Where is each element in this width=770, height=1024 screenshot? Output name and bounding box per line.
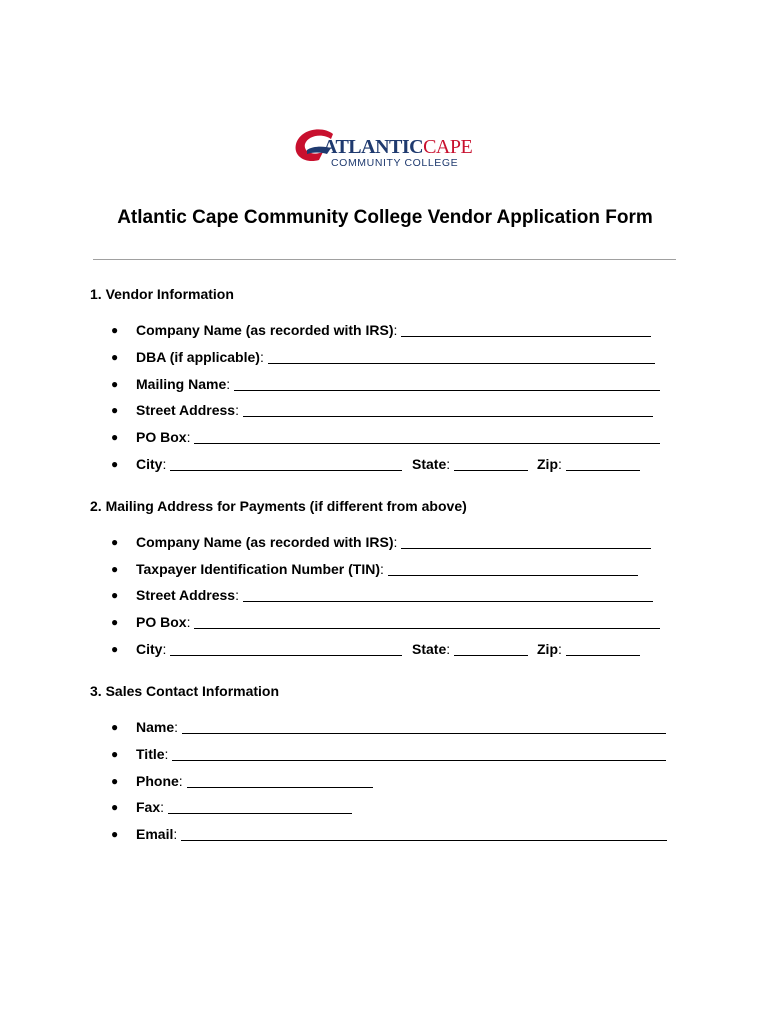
contact-fax-input-line[interactable] <box>168 800 352 814</box>
contact-name-input-line[interactable] <box>182 720 666 734</box>
bullet: ● <box>111 457 119 471</box>
city-segment: City : <box>136 640 402 658</box>
logo-subtitle: COMMUNITY COLLEGE <box>331 157 459 169</box>
field-segment: PO Box : <box>136 428 660 446</box>
field-segment: Company Name (as recorded with IRS) : <box>136 533 651 551</box>
bullet: ● <box>111 323 119 337</box>
field-email <box>0 825 770 843</box>
zip-segment: Zip : <box>537 640 640 658</box>
zip-input-line[interactable] <box>566 457 640 471</box>
city-segment: City : <box>136 455 402 473</box>
field-street-address <box>0 586 770 604</box>
dba-input-line[interactable] <box>268 350 655 364</box>
field-segment: DBA (if applicable) : <box>136 348 655 366</box>
logo-word-atlantic: ATLANTIC <box>323 136 424 158</box>
contact-email-input-line[interactable] <box>181 827 667 841</box>
field-phone <box>0 772 770 790</box>
field-dba <box>0 348 770 366</box>
bullet: ● <box>111 615 119 629</box>
contact-phone-input-line[interactable] <box>187 774 373 788</box>
title-divider <box>93 259 676 260</box>
bullet: ● <box>111 720 119 734</box>
field-segment: Fax : <box>136 798 352 816</box>
po-box-input-line[interactable] <box>194 430 660 444</box>
field-po-box <box>0 613 770 631</box>
field-label: City <box>136 456 163 472</box>
field-segment: PO Box : <box>136 613 660 631</box>
field-label: Fax <box>136 799 161 815</box>
field-label: Company Name (as recorded with IRS) <box>136 322 394 338</box>
field-label: PO Box <box>136 614 187 630</box>
field-fax <box>0 798 770 816</box>
field-mailing-name <box>0 375 770 393</box>
field-company-name <box>0 533 770 551</box>
field-label: Street Address <box>136 587 236 603</box>
payment-zip-input-line[interactable] <box>566 642 640 656</box>
payment-city-input-line[interactable] <box>170 642 402 656</box>
bullet: ● <box>111 535 119 549</box>
field-segment: Taxpayer Identification Number (TIN) : <box>136 560 638 578</box>
tin-input-line[interactable] <box>388 562 638 576</box>
state-segment: State : <box>412 640 528 658</box>
city-input-line[interactable] <box>170 457 402 471</box>
bullet: ● <box>111 827 119 841</box>
college-logo <box>293 124 483 172</box>
field-title <box>0 745 770 763</box>
bullet: ● <box>111 747 119 761</box>
bullet: ● <box>111 774 119 788</box>
bullet: ● <box>111 377 119 391</box>
payment-state-input-line[interactable] <box>454 642 528 656</box>
field-segment: Title : <box>136 745 666 763</box>
field-label: City <box>136 641 163 657</box>
field-street-address <box>0 401 770 419</box>
logo-wordmark <box>323 137 472 157</box>
field-label: Company Name (as recorded with IRS) <box>136 534 394 550</box>
field-label: Phone <box>136 773 179 789</box>
field-label: Zip <box>537 641 558 657</box>
bullet: ● <box>111 642 119 656</box>
field-segment: Street Address : <box>136 586 653 604</box>
field-label: DBA (if applicable) <box>136 349 260 365</box>
payment-company-name-input-line[interactable] <box>401 535 651 549</box>
bullet: ● <box>111 430 119 444</box>
field-segment: Phone : <box>136 772 373 790</box>
company-name-input-line[interactable] <box>401 323 651 337</box>
zip-segment: Zip : <box>537 455 640 473</box>
field-segment: Street Address : <box>136 401 653 419</box>
field-label: PO Box <box>136 429 187 445</box>
state-segment: State : <box>412 455 528 473</box>
state-input-line[interactable] <box>454 457 528 471</box>
field-company-name <box>0 321 770 339</box>
field-label: Mailing Name <box>136 376 227 392</box>
payment-street-address-input-line[interactable] <box>243 588 653 602</box>
bullet: ● <box>111 800 119 814</box>
field-label: Title <box>136 746 165 762</box>
field-label: Email <box>136 826 174 842</box>
field-label: Zip <box>537 456 558 472</box>
field-tin <box>0 560 770 578</box>
contact-title-input-line[interactable] <box>172 747 666 761</box>
field-po-box <box>0 428 770 446</box>
mailing-name-input-line[interactable] <box>234 377 660 391</box>
field-segment: Mailing Name : <box>136 375 660 393</box>
field-segment: Name : <box>136 718 666 736</box>
payment-po-box-input-line[interactable] <box>194 615 660 629</box>
field-label: State <box>412 456 447 472</box>
field-label: State <box>412 641 447 657</box>
bullet: ● <box>111 562 119 576</box>
field-segment: Company Name (as recorded with IRS) : <box>136 321 651 339</box>
field-label: Name <box>136 719 175 735</box>
field-label: Taxpayer Identification Number (TIN) <box>136 561 380 577</box>
section-heading-sales-contact: 3. Sales Contact Information <box>90 683 280 699</box>
form-title: Atlantic Cape Community College Vendor Application Form <box>117 207 653 228</box>
bullet: ● <box>111 403 119 417</box>
field-city-state-zip <box>0 640 770 658</box>
field-segment: Email : <box>136 825 667 843</box>
logo-word-cape: CAPE <box>423 136 473 158</box>
field-label: Street Address <box>136 402 236 418</box>
field-city-state-zip <box>0 455 770 473</box>
section-heading-vendor-information: 1. Vendor Information <box>90 286 234 302</box>
section-heading-mailing-address: 2. Mailing Address for Payments (if different from above) <box>90 498 467 514</box>
field-name <box>0 718 770 736</box>
bullet: ● <box>111 350 119 364</box>
street-address-input-line[interactable] <box>243 403 653 417</box>
bullet: ● <box>111 588 119 602</box>
